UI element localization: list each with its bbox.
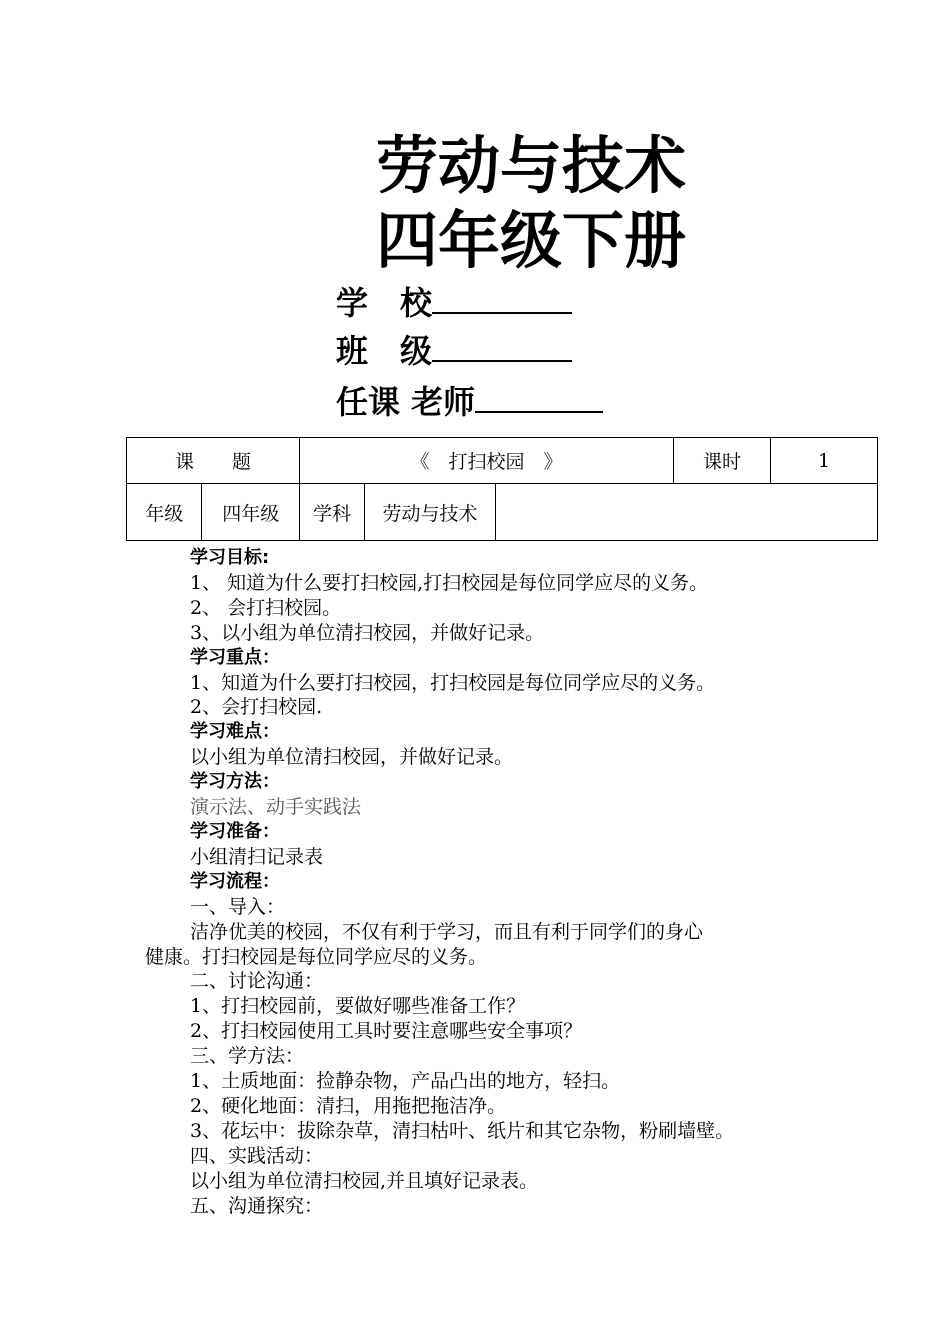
subject-value-cell: 劳动与技术 — [365, 484, 496, 541]
body-line: 一、导入： — [190, 895, 286, 918]
body-line: 三、学方法： — [190, 1045, 305, 1068]
topic-label-cell: 课 题 — [127, 438, 300, 484]
lesson-plan-body — [145, 546, 890, 1218]
topic-value-cell: 《 打扫校园 》 — [300, 438, 674, 484]
body-line: 2、会打扫校园. — [190, 696, 323, 719]
body-line: 二、讨论沟通： — [190, 970, 324, 993]
body-line: 3、以小组为单位清扫校园，并做好记录。 — [190, 621, 545, 644]
class-field — [336, 330, 572, 371]
class-blank[interactable] — [432, 330, 572, 362]
school-blank[interactable] — [432, 282, 572, 314]
table-row — [127, 484, 878, 541]
section-heading: 学习方法： — [190, 771, 280, 793]
body-line: 2、 会打扫校园。 — [190, 596, 342, 619]
document-title-line2: 四年级下册 — [376, 204, 687, 277]
hours-value-cell: 1 — [771, 438, 878, 484]
body-line: 四、实践活动： — [190, 1144, 324, 1167]
teacher-field — [336, 381, 603, 422]
body-line: 洁净优美的校园，不仅有利于学习，而且有利于同学们的身心 — [190, 920, 704, 943]
body-line: 1、土质地面：捡静杂物，产品凸出的地方，轻扫。 — [190, 1070, 621, 1093]
section-heading: 学习流程： — [190, 870, 280, 892]
body-line: 小组清扫记录表 — [190, 845, 324, 868]
body-line: 2、硬化地面：清扫，用拖把拖洁净。 — [190, 1094, 507, 1117]
section-heading: 学习目标: — [190, 547, 270, 568]
body-line: 1、 知道为什么要打扫校园,打扫校园是每位同学应尽的义务。 — [190, 571, 709, 594]
lesson-info-table — [126, 437, 878, 541]
body-line: 健康。打扫校园是每位同学应尽的义务。 — [145, 945, 488, 968]
body-line: 3、花坛中：拔除杂草，清扫枯叶、纸片和其它杂物，粉刷墙壁。 — [190, 1119, 735, 1142]
document-title-line1: 劳动与技术 — [376, 129, 687, 202]
body-line: 以小组为单位清扫校园,并且填好记录表。 — [190, 1169, 539, 1192]
body-line: 以小组为单位清扫校园，并做好记录。 — [190, 746, 514, 769]
body-line: 演示法、动手实践法 — [190, 796, 362, 819]
hours-label-cell: 课时 — [674, 438, 771, 484]
body-line: 五、沟通探究： — [190, 1194, 324, 1217]
class-label: 班 级 — [336, 332, 433, 370]
school-label: 学 校 — [336, 284, 433, 322]
school-field — [336, 282, 572, 323]
section-heading: 学习重点： — [190, 646, 280, 668]
section-heading: 学习难点： — [190, 721, 280, 743]
grade-value-cell: 四年级 — [202, 484, 300, 541]
section-heading: 学习准备： — [190, 820, 280, 842]
teacher-label: 任课 老师 — [336, 383, 476, 421]
table-row — [127, 438, 878, 484]
empty-cell — [496, 484, 878, 541]
grade-label-cell: 年级 — [127, 484, 202, 541]
subject-label-cell: 学科 — [300, 484, 365, 541]
body-line: 1、知道为什么要打扫校园，打扫校园是每位同学应尽的义务。 — [190, 671, 716, 694]
teacher-blank[interactable] — [475, 381, 603, 413]
body-line: 2、打扫校园使用工具时要注意哪些安全事项？ — [190, 1020, 583, 1043]
body-line: 1、打扫校园前，要做好哪些准备工作？ — [190, 995, 526, 1018]
